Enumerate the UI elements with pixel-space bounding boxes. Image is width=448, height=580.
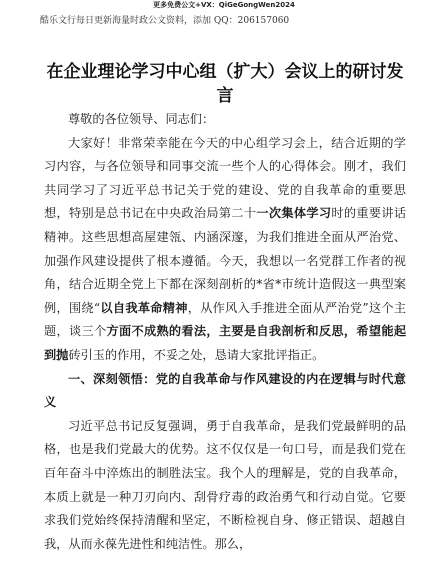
p1-text-a: 大家好！非常荣幸能在今天的中心组学习会上，结合近期的学习内容，与各位领导和同事交流一些个人的心得体会。刚才，我们共同学习了习近平总书记关于党的建设、党的自我革命的重要思想，特别是总书记在中央政治局第二十 [44,135,406,221]
p1-text-c: 时的重要讲话精神。这些思想高屋建瓴、内涵深邃，为我们推进全面从严治党、加强作风建设提供了根本遵循。今天，我想以一名党群工作者的视角，结合近期全党上下都在深刻剖析的*省*市统计造假这一典型案例，围绕“ [44,206,407,315]
top-banner: 更多免费公文+VX：QiGeGongWen2024 [153,1,295,9]
p1-bold-d: 以自我革命精神 [100,300,188,315]
salutation: 尊敬的各位领导、同志们： [68,112,215,126]
section-heading-1: 一、深刻领悟：党的自我革命与作风建设的内在逻辑与时代意义 [44,371,406,410]
document-body [44,108,406,556]
p1-bold-f: 方面不成熟的看法，主要是自我剖析和反思，希望能起到抛 [44,324,407,362]
p1-text-e: ，从作风入手推进全面从严治党”这个主题，谈三个 [44,300,407,339]
document-title: 在企业理论学习中心组（扩大）会议上的研讨发言 [46,62,404,106]
p1-text-g: 砖引玉的作用，不妥之处，恳请大家批评指正。 [68,347,325,362]
paragraph-1 [44,132,406,368]
paragraph-2: 习近平总书记反复强调，勇于自我革命，是我们党最鲜明的品格，也是我们党最大的优势。这不仅仅是一句口号，而是我们党在百年奋斗中淬炼出的制胜法宝。我个人的理解是，党的自我革命，本质上就是一种刀刃向内、刮骨疗毒的政治勇气和行动自觉。它要求我们党始终保持清醒和坚定，不断检视自身、修正错误、超越自我，从而永葆先进性和纯洁性。那么， [44,418,406,551]
source-note: 酷乐文行每日更新海量时政公文资料，添加 QQ：206157060 [40,16,290,26]
p1-bold-b: 一次集体学习 [256,206,332,221]
